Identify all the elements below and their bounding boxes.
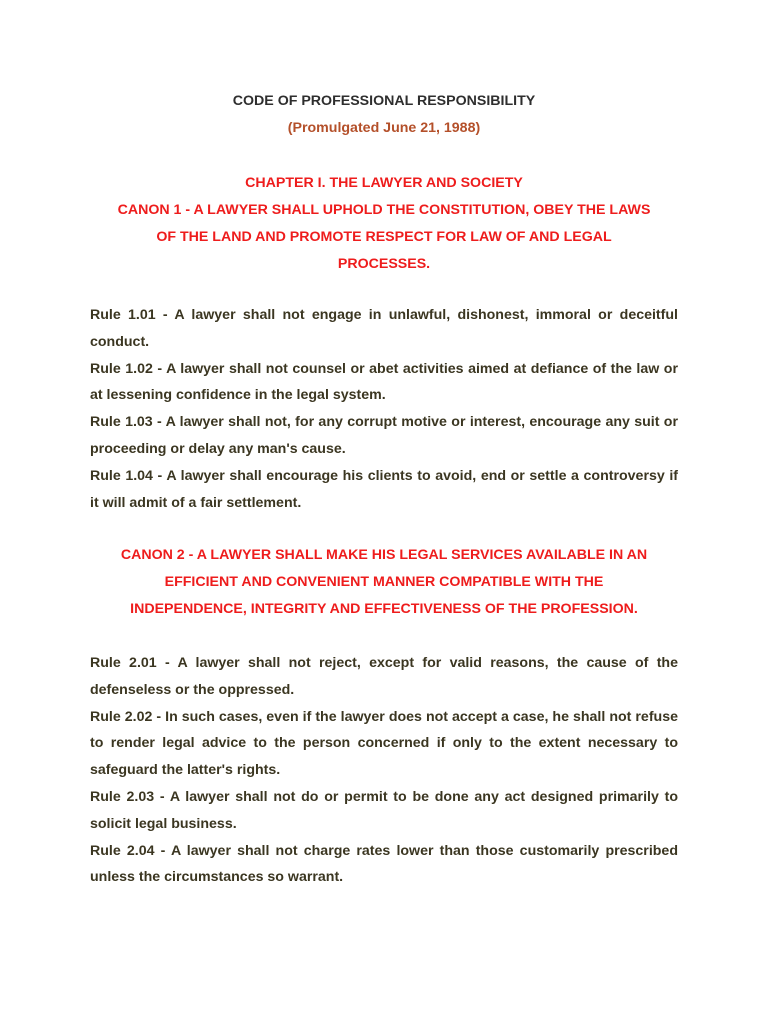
canon-1-heading-line: CANON 1 - A LAWYER SHALL UPHOLD THE CONSTITUTION, OBEY THE LAWS — [117, 202, 651, 218]
rule-2-02: Rule 2.02 - In such cases, even if the lawyer does not accept a case, he shall not refuse to render legal advice to the person concerned if only to the extent necessary to safeguard the latter's rights. — [90, 708, 678, 779]
rule-2-04: Rule 2.04 - A lawyer shall not charge rates lower than those customarily prescribed unless the circumstances so warrant. — [90, 842, 678, 886]
canon-1-rules — [90, 302, 678, 516]
canon-1-heading-line: OF THE LAND AND PROMOTE RESPECT FOR LAW OF AND LEGAL — [156, 229, 612, 245]
rule-1-03: Rule 1.03 - A lawyer shall not, for any corrupt motive or interest, encourage any suit or proceeding or delay any man's cause. — [90, 414, 678, 457]
canon-2-heading-line: CANON 2 - A LAWYER SHALL MAKE HIS LEGAL SERVICES AVAILABLE IN AN — [120, 547, 648, 563]
rule-1-02: Rule 1.02 - A lawyer shall not counsel or abet activities aimed at defiance of the law or at lessening confidence in the legal system. — [90, 360, 678, 404]
canon-2-heading-line: INDEPENDENCE, INTEGRITY AND EFFECTIVENESS OF THE PROFESSION. — [130, 601, 638, 617]
rule-1-01: Rule 1.01 - A lawyer shall not engage in unlawful, dishonest, immoral or deceitful conduct. — [90, 307, 678, 350]
chapter-heading: CHAPTER I. THE LAWYER AND SOCIETY — [245, 175, 523, 191]
canon-1-heading-line: PROCESSES. — [337, 256, 431, 272]
chapter-heading-block — [90, 170, 678, 278]
canon-2-heading-line: EFFICIENT AND CONVENIENT MANNER COMPATIBLE WITH THE — [164, 574, 604, 590]
canon-2-rules — [90, 650, 678, 891]
promulgation-date: (Promulgated June 21, 1988) — [287, 120, 481, 136]
canon-2-heading-block — [90, 542, 678, 623]
rule-1-04: Rule 1.04 - A lawyer shall encourage his clients to avoid, end or settle a controversy if it will admit of a fair settlement. — [90, 467, 678, 511]
document-title: CODE OF PROFESSIONAL RESPONSIBILITY — [232, 93, 536, 109]
rule-2-03: Rule 2.03 - A lawyer shall not do or permit to be done any act designed primarily to solicit legal business. — [90, 788, 678, 832]
rule-2-01: Rule 2.01 - A lawyer shall not reject, except for valid reasons, the cause of the defenseless or the oppressed. — [90, 655, 678, 698]
